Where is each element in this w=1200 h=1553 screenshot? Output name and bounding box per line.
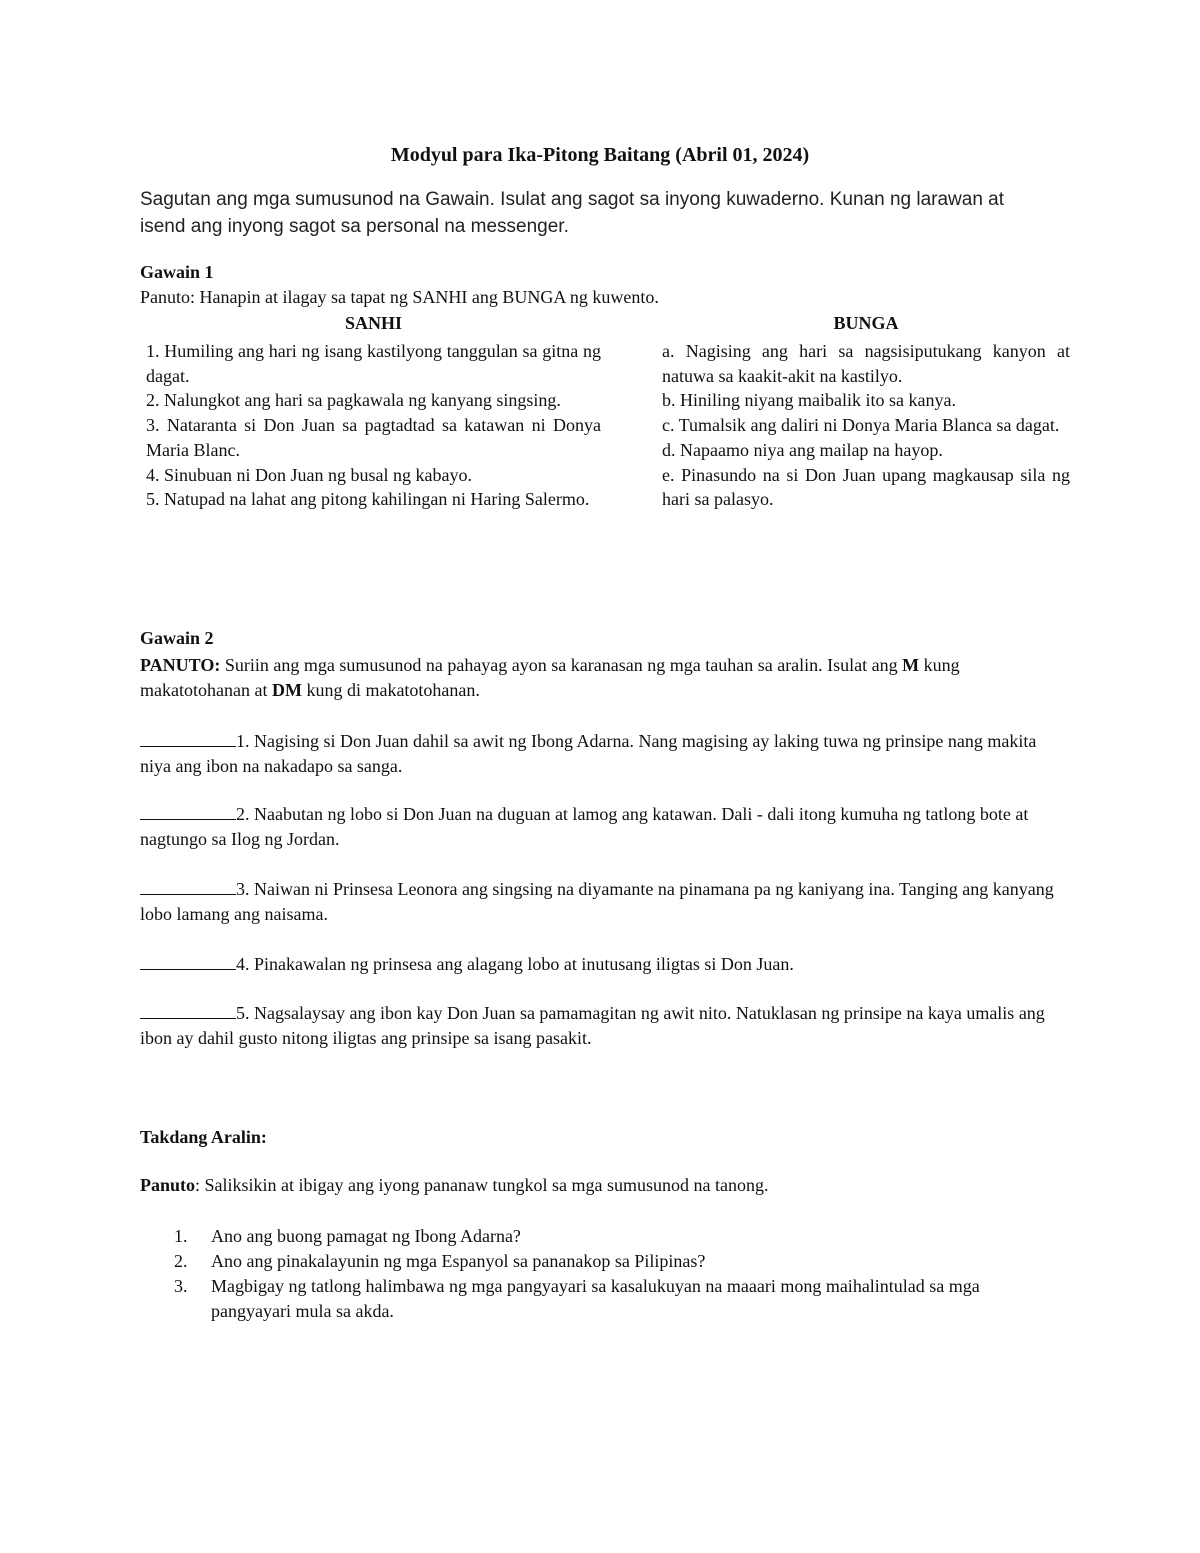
question-item <box>140 1224 1040 1249</box>
question-list <box>140 1224 1040 1324</box>
sanhi-item: 3. Nataranta si Don Juan sa pagtadtad sa katawan ni Donya Maria Blanc. <box>146 415 601 460</box>
question-number: 3. <box>174 1276 188 1296</box>
page-title: Modyul para Ika-Pitong Baitang (Abril 01, 2024) <box>390 144 810 166</box>
panuto-label: PANUTO: <box>140 655 221 675</box>
gawain-2-instruction <box>140 653 1060 703</box>
question-text: Ano ang buong pamagat ng Ibong Adarna? <box>211 1226 521 1246</box>
sanhi-header: SANHI <box>344 313 402 333</box>
statement-text: 5. Nagsalaysay ang ibon kay Don Juan sa pamamagitan ng awit nito. Natuklasan ng prinsipe na kaya umalis ang ibon ay dahil gusto nitong iligtas ang prinsipe sa isang pasakit. <box>140 1003 1045 1048</box>
bunga-item: e. Pinasundo na si Don Juan upang magkausap sila ng hari sa palasyo. <box>662 464 1070 510</box>
statement-text: 4. Pinakawalan ng prinsesa ang alagang lobo at inutusang iligtas si Don Juan. <box>236 954 794 974</box>
statement-text: 2. Naabutan ng lobo si Don Juan na duguan at lamog ang katawan. Dali - dali itong kumuha ng tatlong bote at nagtungo sa Ilog ng Jordan. <box>140 804 1029 849</box>
question-text: Ano ang pinakalayunin ng mga Espanyol sa pananakop sa Pilipinas? <box>211 1251 706 1271</box>
statement-text: 1. Nagising si Don Juan dahil sa awit ng Ibong Adarna. Nang magising ay laking tuwa ng prinsipe nang makita niya ang ibon na nakadapo sa sanga. <box>140 731 1037 776</box>
sanhi-item: 2. Nalungkot ang hari sa pagkawala ng kanyang singsing. <box>146 390 561 411</box>
gawain-2-item <box>140 877 1060 927</box>
sanhi-item: 1. Humiling ang hari ng isang kastilyong tanggulan sa gitna ng dagat. <box>146 341 601 386</box>
instruction-text: Suriin ang mga sumusunod na pahayag ayon sa karanasan ng mga tauhan sa aralin. Isulat ang <box>220 655 903 675</box>
bunga-item: d. Napaamo niya ang mailap na hayop. <box>662 439 943 460</box>
answer-blank[interactable] <box>140 952 236 970</box>
instruction-text: kung makatotohanan at <box>140 655 960 700</box>
intro-paragraph: Sagutan ang mga sumusunod na Gawain. Isulat ang sagot sa inyong kuwaderno. Kunan ng larawan at isend ang inyong sagot sa personal na messenger. <box>140 189 1005 237</box>
sanhi-item: 5. Natupad na lahat ang pitong kahilingan ni Haring Salermo. <box>146 489 590 510</box>
bunga-item: b. Hiniling niyang maibalik ito sa kanya. <box>662 390 956 411</box>
statement-text: 3. Naiwan ni Prinsesa Leonora ang singsing na diyamante na pinamana pa ng kaniyang ina. Tanging ang kanyang lobo lamang ang naisama. <box>140 879 1054 924</box>
question-item <box>140 1274 1040 1324</box>
m-label: M <box>902 655 920 675</box>
answer-blank[interactable] <box>140 729 236 747</box>
answer-blank[interactable] <box>140 1001 236 1019</box>
question-number: 2. <box>174 1251 188 1271</box>
takdang-aralin-instruction <box>140 1175 1060 1196</box>
instruction-text: kung di makatotohanan. <box>301 680 480 700</box>
answer-blank[interactable] <box>140 877 236 895</box>
bunga-item: a. Nagising ang hari sa nagsisiputukang kanyon at natuwa sa kaakit-akit na kastilyo. <box>662 341 1070 386</box>
gawain-2-item <box>140 729 1060 779</box>
gawain-2-item <box>140 952 1060 977</box>
answer-blank[interactable] <box>140 802 236 820</box>
gawain-2-item <box>140 802 1060 852</box>
sanhi-column <box>146 339 601 512</box>
dm-label: DM <box>271 680 302 700</box>
panuto-label: Panuto <box>140 1175 196 1195</box>
bunga-column <box>662 339 1070 512</box>
takdang-aralin-title: Takdang Aralin: <box>140 1127 267 1147</box>
gawain-1-instruction: Panuto: Hanapin at ilagay sa tapat ng SANHI ang BUNGA ng kuwento. <box>140 287 659 307</box>
gawain-1-title: Gawain 1 <box>140 262 214 282</box>
sanhi-item: 4. Sinubuan ni Don Juan ng busal ng kabayo. <box>146 464 472 485</box>
question-text: Magbigay ng tatlong halimbawa ng mga pangyayari sa kasalukuyan na maaari mong maihalintulad sa mga pangyayari mula sa akda. <box>211 1276 980 1321</box>
question-number: 1. <box>174 1226 188 1246</box>
instruction-text: : Saliksikin at ibigay ang iyong pananaw tungkol sa mga sumusunod na tanong. <box>195 1175 769 1195</box>
gawain-2-item <box>140 1001 1060 1051</box>
question-item <box>140 1249 1040 1274</box>
bunga-item: c. Tumalsik ang daliri ni Donya Maria Blanca sa dagat. <box>662 415 1060 436</box>
bunga-header: BUNGA <box>833 313 899 333</box>
gawain-2-title: Gawain 2 <box>140 628 214 648</box>
